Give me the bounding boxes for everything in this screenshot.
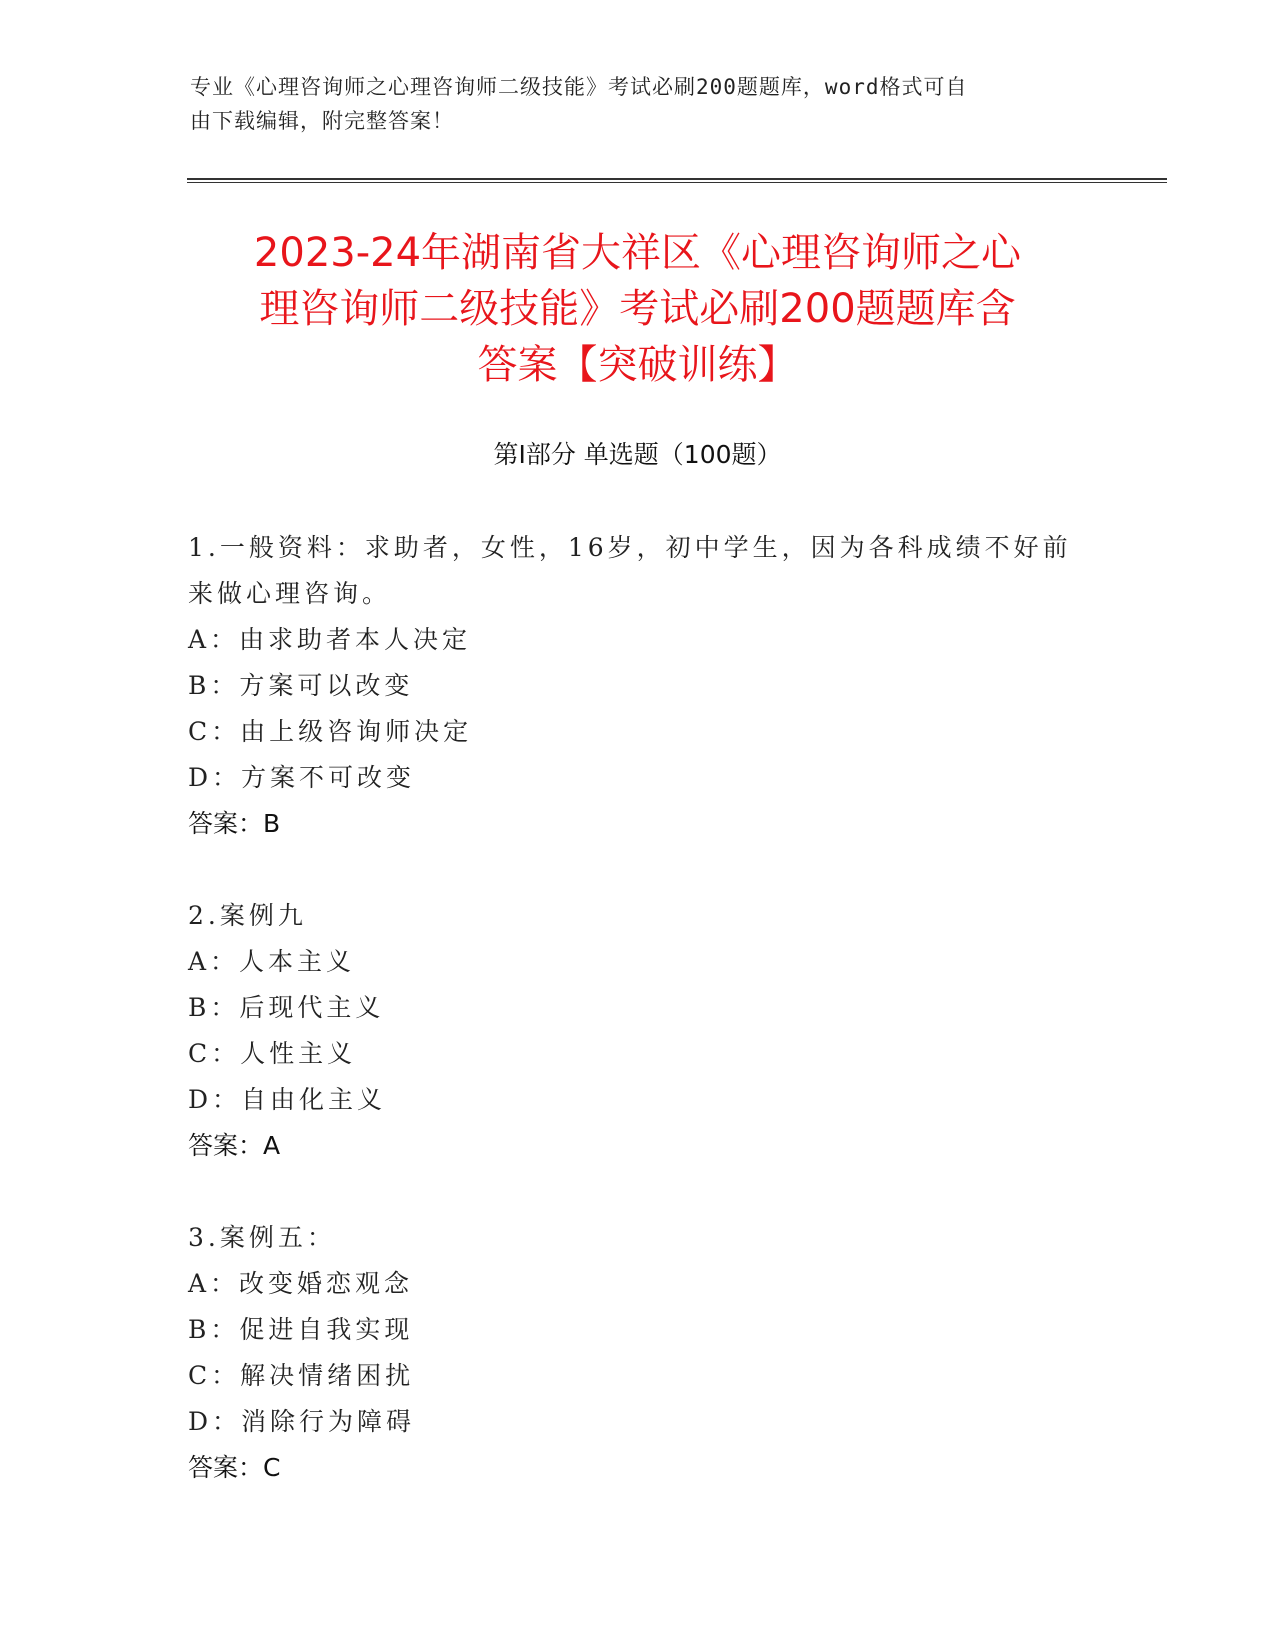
question-stem: 来做心理咨询。 <box>188 579 392 608</box>
question-list <box>188 525 1088 1537</box>
question-item <box>188 525 1088 847</box>
option-b: B：后现代主义 <box>188 993 385 1022</box>
option-b: B：方案可以改变 <box>188 671 414 700</box>
answer-line: 答案：A <box>188 1131 281 1160</box>
option-d: D：消除行为障碍 <box>188 1407 416 1436</box>
question-item <box>188 893 1088 1169</box>
title-line: 理咨询师二级技能》考试必刷200题题库含 <box>259 286 1016 332</box>
option-b: B：促进自我实现 <box>188 1315 414 1344</box>
document-title <box>185 225 1090 393</box>
option-a: A：人本主义 <box>188 947 356 976</box>
question-stem: 3.案例五： <box>188 1223 336 1252</box>
header-note-line: 专业《心理咨询师之心理咨询师二级技能》考试必刷200题题库，word格式可自 <box>190 75 968 99</box>
section-heading: 第Ⅰ部分 单选题（100题） <box>493 440 782 469</box>
question-stem: 2.案例九 <box>188 901 307 930</box>
option-d: D：方案不可改变 <box>188 763 416 792</box>
title-line: 答案【突破训练】 <box>477 342 798 388</box>
option-c: C：人性主义 <box>188 1039 357 1068</box>
answer-line: 答案：C <box>188 1453 281 1482</box>
header-note-line: 由下载编辑，附完整答案！ <box>190 109 454 133</box>
question-item <box>188 1215 1088 1491</box>
option-d: D：自由化主义 <box>188 1085 387 1114</box>
option-c: C：解决情绪困扰 <box>188 1361 415 1390</box>
header-note <box>190 70 1090 138</box>
option-c: C：由上级咨询师决定 <box>188 717 473 746</box>
option-a: A：由求助者本人决定 <box>188 625 472 654</box>
question-stem: 1.一般资料：求助者，女性，16岁，初中学生，因为各科成绩不好前 <box>188 533 1072 562</box>
header-divider <box>187 178 1167 183</box>
title-line: 2023-24年湖南省大祥区《心理咨询师之心 <box>253 230 1022 276</box>
option-a: A：改变婚恋观念 <box>188 1269 414 1298</box>
answer-line: 答案：B <box>188 809 281 838</box>
